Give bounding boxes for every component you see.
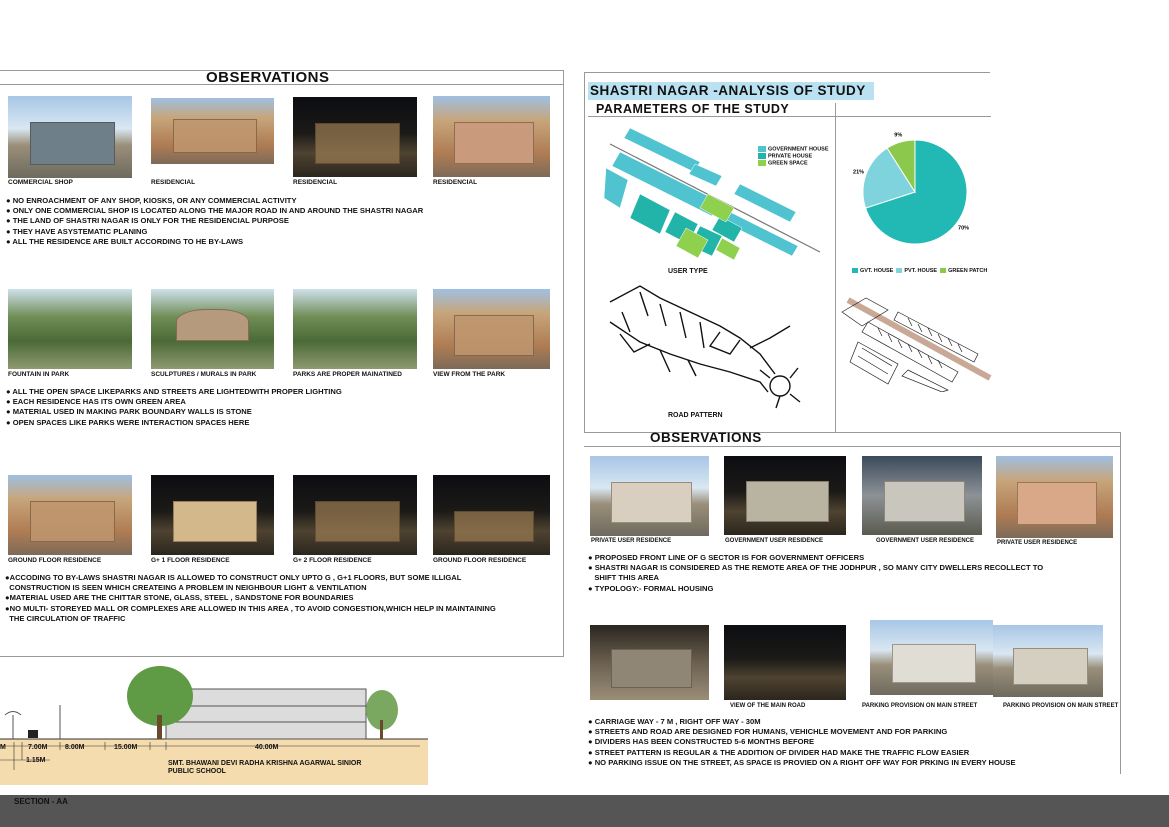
photo-residence-3 <box>433 96 550 177</box>
caption: GOVERNMENT USER RESIDENCE <box>725 538 824 544</box>
bullet: ALL THE RESIDENCE ARE BUILT ACCORDING TO HE BY-LAWS <box>12 236 244 246</box>
legend-swatch <box>852 268 858 273</box>
caption: VIEW FROM THE PARK <box>433 371 506 378</box>
photo-g1-residence <box>151 475 274 555</box>
bullet: OPEN SPACES LIKE PARKS WERE INTERACTION SPACES HERE <box>12 417 250 427</box>
bullet: NO MULTI- STOREYED MALL OR COMPLEXES ARE ALLOWED IN THIS AREA , TO AVOID CONGESTION,WHICH HELP IN MAINTAINING <box>9 603 496 613</box>
caption: RESIDENCIAL <box>151 179 196 186</box>
bullet: PROPOSED FRONT LINE OF G SECTOR IS FOR GOVERNMENT OFFICERS <box>594 553 865 562</box>
photo-sculptures-park <box>151 289 274 369</box>
legend-swatch <box>896 268 902 273</box>
bullet: STREET PATTERN IS REGULAR & THE ADDITION OF DIVIDER HAD MAKE THE TRAFFIC FLOW EASIER <box>594 747 970 757</box>
photo-private-residence <box>590 456 709 536</box>
dimension-label: M <box>0 744 6 751</box>
legend-swatch <box>940 268 946 273</box>
legend-swatch <box>758 160 766 166</box>
dimension-label: 40.00M <box>255 744 279 751</box>
bullet-list: ● PROPOSED FRONT LINE OF G SECTOR IS FOR GOVERNMENT OFFICERS ● SHASTRI NAGAR IS CONSIDERED AS THE REMOTE AREA OF THE JODHPUR , SO MANY CITY DWELLERS RECOLLECT TO SHIFT THIS AREA ● TYPOLOGY:- FORMAL HOUSING <box>588 553 1044 593</box>
analysis-divider <box>835 103 836 433</box>
pie-chart <box>845 128 980 253</box>
photo-ground-floor-residence <box>8 475 132 555</box>
caption: COMMERCIAL SHOP <box>8 179 73 186</box>
caption: PRIVATE USER RESIDENCE <box>997 540 1078 546</box>
bullet: STREETS AND ROAD ARE DESIGNED FOR HUMANS, VEHICHLE MOVEMENT AND FOR PARKING <box>594 727 948 737</box>
bullet-list: ● ALL THE OPEN SPACE LIKEPARKS AND STREETS ARE LIGHTEDWITH PROPER LIGHTING ● EACH RESIDENCE HAS ITS OWN GREEN AREA ● MATERIAL USED IN MAKING PARK BOUNDARY WALLS IS STONE ● OPEN SPACES LIKE PARKS WERE INTERACTION SPACES HERE <box>6 387 342 427</box>
photo-main-road <box>724 625 846 700</box>
bullet: THE CIRCULATION OF TRAFFIC <box>9 613 126 623</box>
photo-building <box>590 625 709 700</box>
legend-swatch <box>758 153 766 159</box>
dimension-label: 8.00M <box>65 744 85 751</box>
school-label: SMT. BHAWANI DEVI RADHA KRISHNA AGARWAL SINIOR <box>168 760 362 767</box>
photo-g2-residence <box>293 475 417 555</box>
right-obs-frame-right <box>1120 432 1121 774</box>
plot-layout-map <box>838 292 993 392</box>
bullet: TYPOLOGY:- FORMAL HOUSING <box>594 583 714 593</box>
pie-legend <box>852 268 987 274</box>
legend-label: PVT. HOUSE <box>904 268 938 274</box>
dimension-label: 15.00M <box>114 744 138 751</box>
dimension-label: 1.15M <box>26 757 46 764</box>
bullet-list: ● NO ENROACHMENT OF ANY SHOP, KIOSKS, OR ANY COMMERCIAL ACTIVITY ● ONLY ONE COMMERCIAL SHOP IS LOCATED ALONG THE MAJOR ROAD IN AND AROUND THE SHASTRI NAGAR ● THE LAND OF SHASTRI NAGAR IS ONLY FOR THE RESIDENCIAL PURPOSE ● THEY HAVE ASYSTEMATIC PLANING ● ALL THE RESIDENCE ARE BUILT ACCORDING TO HE BY-LAWS <box>6 196 424 246</box>
bullet: MATERIAL USED IN MAKING PARK BOUNDARY WALLS IS STONE <box>12 407 252 417</box>
footer-bar <box>0 795 1169 827</box>
bullet: DIVIDERS HAS BEEN CONSTRUCTED 5-6 MONTHS BEFORE <box>594 737 815 747</box>
legend-label: GREEN SPACE <box>768 160 808 167</box>
caption: PARKING PROVISION ON MAIN STREET <box>862 703 978 709</box>
bullet: THEY HAVE ASYSTEMATIC PLANING <box>12 226 148 236</box>
legend-label: GVT. HOUSE <box>860 268 894 274</box>
analysis-title: SHASTRI NAGAR -ANALYSIS OF STUDY <box>588 82 874 100</box>
legend-label: PRIVATE HOUSE <box>768 153 813 160</box>
photo-parking-1 <box>870 620 993 695</box>
photo-park-maintained <box>293 289 417 369</box>
photo-ground-floor-residence-2 <box>433 475 550 555</box>
bullet: NO ENROACHMENT OF ANY SHOP, KIOSKS, OR ANY COMMERCIAL ACTIVITY <box>12 196 297 205</box>
caption: SCULPTURES / MURALS IN PARK <box>151 371 257 378</box>
pie-label: 9% <box>894 132 903 139</box>
right-obs-title-line <box>584 446 1121 447</box>
caption: PARKING PROVISION ON MAIN STREET <box>1003 703 1119 709</box>
analysis-frame-left <box>584 72 585 432</box>
bullet: SHIFT THIS AREA <box>594 573 660 583</box>
right-observations-title: OBSERVATIONS <box>650 430 762 445</box>
bullet: MATERIAL USED ARE THE CHITTAR STONE, GLASS, STEEL , SANDSTONE FOR BOUNDARIES <box>9 593 354 603</box>
dimension-label: 7.00M <box>28 744 48 751</box>
left-observations-title: OBSERVATIONS <box>206 69 330 86</box>
subtitle-underline <box>588 116 991 117</box>
legend-label: GOVERNMENT HOUSE <box>768 146 829 153</box>
bullet: EACH RESIDENCE HAS ITS OWN GREEN AREA <box>12 397 186 407</box>
bullet: ACCODING TO BY-LAWS SHASTRI NAGAR IS ALLOWED TO CONSTRUCT ONLY UPTO G , G+1 FLOORS, BUT SOME ILLIGAL <box>9 573 462 582</box>
road-pattern-map <box>600 282 810 412</box>
bullet-list: ●ACCODING TO BY-LAWS SHASTRI NAGAR IS ALLOWED TO CONSTRUCT ONLY UPTO G , G+1 FLOORS, BUT SOME ILLIGAL CONSTRUCTION IS SEEN WHICH CREATEING A PROBLEM IN NEIGHBOUR LIGHT & VENTILATION ●MATERIAL USED ARE THE CHITTAR STONE, GLASS, STEEL , SANDSTONE FOR BOUNDARIES ●NO MULTI- STOREYED MALL OR COMPLEXES ARE ALLOWED IN THIS AREA , TO AVOID CONGESTION,WHICH HELP IN MAINTAINING THE CIRCULATION OF TRAFFIC <box>5 573 496 623</box>
pie-label: 21% <box>853 169 865 176</box>
analysis-frame-top <box>584 72 990 73</box>
caption: GROUND FLOOR RESIDENCE <box>8 557 102 564</box>
caption: GROUND FLOOR RESIDENCE <box>433 557 527 564</box>
photo-govt-residence-2 <box>862 456 982 535</box>
legend-swatch <box>758 146 766 152</box>
bullet: SHASTRI NAGAR IS CONSIDERED AS THE REMOTE AREA OF THE JODHPUR , SO MANY CITY DWELLERS RECOLLECT TO <box>594 563 1044 573</box>
caption: VIEW OF THE MAIN ROAD <box>730 703 806 709</box>
caption: GOVERNMENT USER RESIDENCE <box>876 538 975 544</box>
user-type-map <box>600 124 825 264</box>
photo-parking-2 <box>993 625 1103 697</box>
road-pattern-label: ROAD PATTERN <box>668 412 723 419</box>
caption: RESIDENCIAL <box>293 179 338 186</box>
caption: FOUNTAIN IN PARK <box>8 371 70 378</box>
photo-fountain-park <box>8 289 132 369</box>
bullet: THE LAND OF SHASTRI NAGAR IS ONLY FOR THE RESIDENCIAL PURPOSE <box>12 216 289 226</box>
pie-label: 70% <box>958 225 970 232</box>
photo-commercial-shop <box>8 96 132 178</box>
caption: PRIVATE USER RESIDENCE <box>591 538 672 544</box>
legend-label: GREEN PATCH <box>948 268 988 274</box>
analysis-subtitle: PARAMETERS OF THE STUDY <box>596 102 790 116</box>
user-type-label: USER TYPE <box>668 268 708 275</box>
section-label: SECTION - AA <box>14 797 68 806</box>
bullet: NO PARKING ISSUE ON THE STREET, AS SPACE IS PROVIED ON A RIGHT OFF WAY FOR PRKING IN EVERY HOUSE <box>594 757 1016 767</box>
bullet: CARRIAGE WAY - 7 M , RIGHT OFF WAY - 30M <box>594 717 761 726</box>
caption: G+ 1 FLOOR RESIDENCE <box>151 557 230 564</box>
photo-residence-2 <box>293 97 417 177</box>
bullet-list: ● CARRIAGE WAY - 7 M , RIGHT OFF WAY - 30M ● STREETS AND ROAD ARE DESIGNED FOR HUMANS, VEHICHLE MOVEMENT AND FOR PARKING ● DIVIDERS HAS BEEN CONSTRUCTED 5-6 MONTHS BEFORE ● STREET PATTERN IS REGULAR & THE ADDITION OF DIVIDER HAD MAKE THE TRAFFIC FLOW EASIER ● NO PARKING ISSUE ON THE STREET, AS SPACE IS PROVIED ON A RIGHT OFF WAY FOR PRKING IN EVERY HOUSE <box>588 717 1016 767</box>
caption: PARKS ARE PROPER MAINATINED <box>293 371 402 378</box>
bullet: CONSTRUCTION IS SEEN WHICH CREATEING A PROBLEM IN NEIGHBOUR LIGHT & VENTILATION <box>9 583 367 593</box>
photo-govt-residence-1 <box>724 456 846 535</box>
photo-residence-1 <box>151 98 274 164</box>
bullet: ONLY ONE COMMERCIAL SHOP IS LOCATED ALONG THE MAJOR ROAD IN AND AROUND THE SHASTRI NAGAR <box>12 206 424 216</box>
photo-private-residence-2 <box>996 456 1113 538</box>
photo-view-from-park <box>433 289 550 369</box>
school-label: PUBLIC SCHOOL <box>168 768 226 775</box>
bullet: ALL THE OPEN SPACE LIKEPARKS AND STREETS ARE LIGHTEDWITH PROPER LIGHTING <box>12 387 342 396</box>
caption: RESIDENCIAL <box>433 179 478 186</box>
map-legend <box>758 146 829 167</box>
caption: G+ 2 FLOOR RESIDENCE <box>293 557 372 564</box>
